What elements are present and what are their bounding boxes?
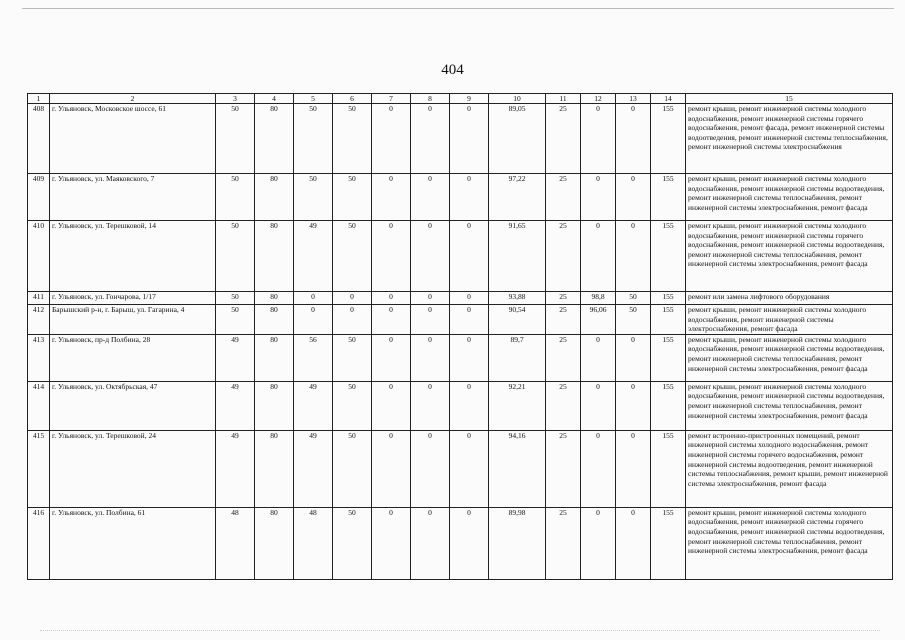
value-cell: 49 — [294, 381, 333, 430]
value-cell: 0 — [450, 381, 489, 430]
works-cell: ремонт встроенно-пристроенных помещений, ремонт инженерной системы холодного водоснабжения, ремонт инженерной системы горячего водоснабжения, ремонт инженерной системы водоотведения, ремонт инженерной системы теплоснабжения, ремонт крыши, ремонт инженерной системы электроснабжения, ремонт фасада — [686, 430, 893, 507]
row-number-cell: 412 — [28, 305, 50, 335]
value-cell: 0 — [616, 507, 651, 579]
address-cell: г. Ульяновск, ул. Терешковой, 24 — [50, 430, 216, 507]
row-number-cell: 408 — [28, 104, 50, 174]
value-cell: 0 — [616, 174, 651, 221]
col-header: 15 — [686, 94, 893, 104]
value-cell: 0 — [450, 507, 489, 579]
col-header: 12 — [581, 94, 616, 104]
value-cell: 0 — [372, 305, 411, 335]
address-cell: г. Ульяновск, ул. Маяковского, 7 — [50, 174, 216, 221]
table-row — [28, 292, 893, 305]
col-header: 13 — [616, 94, 651, 104]
value-cell: 98,8 — [581, 292, 616, 305]
value-cell: 93,88 — [489, 292, 546, 305]
col-header: 6 — [333, 94, 372, 104]
value-cell: 48 — [294, 507, 333, 579]
value-cell: 0 — [581, 507, 616, 579]
works-cell: ремонт крыши, ремонт инженерной системы холодного водоснабжения, ремонт инженерной системы горячего водоснабжения, ремонт инженерной системы водоотведения, ремонт инженерной системы теплоснабжения, ремонт инженерной системы электроснабжения, ремонт фасада — [686, 221, 893, 292]
value-cell: 50 — [294, 104, 333, 174]
value-cell: 80 — [255, 430, 294, 507]
value-cell: 0 — [450, 221, 489, 292]
value-cell: 96,06 — [581, 305, 616, 335]
value-cell: 155 — [651, 292, 686, 305]
value-cell: 0 — [616, 430, 651, 507]
address-cell: г. Ульяновск, ул. Терешковой, 14 — [50, 221, 216, 292]
top-rule — [22, 8, 894, 9]
scan-artifact — [40, 630, 880, 631]
value-cell: 50 — [616, 305, 651, 335]
row-number-cell: 409 — [28, 174, 50, 221]
value-cell: 97,22 — [489, 174, 546, 221]
value-cell: 50 — [333, 174, 372, 221]
value-cell: 80 — [255, 174, 294, 221]
value-cell: 90,54 — [489, 305, 546, 335]
col-header: 7 — [372, 94, 411, 104]
address-cell: г. Ульяновск, ул. Полбина, 61 — [50, 507, 216, 579]
value-cell: 0 — [450, 174, 489, 221]
value-cell: 0 — [616, 221, 651, 292]
works-cell: ремонт крыши, ремонт инженерной системы холодного водоснабжения, ремонт инженерной системы водоотведения, ремонт инженерной системы теплоснабжения, ремонт инженерной системы электроснабжения, ремонт фасада — [686, 381, 893, 430]
value-cell: 0 — [411, 334, 450, 381]
row-number-cell: 414 — [28, 381, 50, 430]
value-cell: 50 — [333, 507, 372, 579]
value-cell: 49 — [216, 381, 255, 430]
value-cell: 155 — [651, 334, 686, 381]
col-header: 14 — [651, 94, 686, 104]
address-cell: г. Ульяновск, ул. Октябрьская, 47 — [50, 381, 216, 430]
value-cell: 0 — [411, 430, 450, 507]
value-cell: 0 — [411, 305, 450, 335]
value-cell: 25 — [546, 292, 581, 305]
value-cell: 80 — [255, 334, 294, 381]
value-cell: 50 — [616, 292, 651, 305]
col-header: 9 — [450, 94, 489, 104]
col-header: 8 — [411, 94, 450, 104]
col-header: 11 — [546, 94, 581, 104]
page-number: 404 — [441, 62, 464, 78]
value-cell: 25 — [546, 334, 581, 381]
table-row — [28, 430, 893, 507]
value-cell: 50 — [216, 104, 255, 174]
value-cell: 0 — [450, 104, 489, 174]
value-cell: 80 — [255, 507, 294, 579]
value-cell: 155 — [651, 305, 686, 335]
value-cell: 49 — [294, 430, 333, 507]
value-cell: 0 — [450, 292, 489, 305]
value-cell: 155 — [651, 381, 686, 430]
value-cell: 0 — [411, 104, 450, 174]
works-cell: ремонт крыши, ремонт инженерной системы холодного водоснабжения, ремонт инженерной системы горячего водоснабжения, ремонт фасада, ремонт инженерной системы водоотведения, ремонт инженерной системы теплоснабжения, ремонт инженерной системы электроснабжения — [686, 104, 893, 174]
value-cell: 25 — [546, 507, 581, 579]
value-cell: 50 — [216, 174, 255, 221]
value-cell: 155 — [651, 221, 686, 292]
value-cell: 50 — [333, 221, 372, 292]
col-header: 1 — [28, 94, 50, 104]
value-cell: 0 — [581, 174, 616, 221]
value-cell: 0 — [581, 334, 616, 381]
value-cell: 50 — [333, 334, 372, 381]
value-cell: 155 — [651, 174, 686, 221]
value-cell: 0 — [372, 292, 411, 305]
value-cell: 0 — [411, 507, 450, 579]
value-cell: 0 — [372, 104, 411, 174]
value-cell: 80 — [255, 104, 294, 174]
value-cell: 0 — [616, 104, 651, 174]
address-cell: Барышский р-н, г. Барыш, ул. Гагарина, 4 — [50, 305, 216, 335]
value-cell: 0 — [372, 381, 411, 430]
value-cell: 25 — [546, 430, 581, 507]
value-cell: 80 — [255, 292, 294, 305]
address-cell: г. Ульяновск, Московское шоссе, 61 — [50, 104, 216, 174]
value-cell: 0 — [581, 430, 616, 507]
value-cell: 94,16 — [489, 430, 546, 507]
value-cell: 0 — [411, 221, 450, 292]
value-cell: 0 — [333, 305, 372, 335]
value-cell: 91,65 — [489, 221, 546, 292]
table-row — [28, 334, 893, 381]
table-row — [28, 507, 893, 579]
col-header: 2 — [50, 94, 216, 104]
address-cell: г. Ульяновск, пр-д Полбина, 28 — [50, 334, 216, 381]
works-cell: ремонт крыши, ремонт инженерной системы холодного водоснабжения, ремонт инженерной системы водоотведения, ремонт инженерной системы теплоснабжения, ремонт инженерной системы электроснабжения, ремонт фасада — [686, 334, 893, 381]
works-cell: ремонт крыши, ремонт инженерной системы холодного водоснабжения, ремонт инженерной системы водоотведения, ремонт инженерной системы теплоснабжения, ремонт инженерной системы электроснабжения, ремонт фасада — [686, 174, 893, 221]
works-table — [27, 93, 893, 580]
value-cell: 0 — [581, 104, 616, 174]
value-cell: 49 — [294, 221, 333, 292]
value-cell: 155 — [651, 104, 686, 174]
value-cell: 0 — [450, 430, 489, 507]
value-cell: 50 — [333, 381, 372, 430]
value-cell: 0 — [372, 430, 411, 507]
value-cell: 0 — [616, 381, 651, 430]
value-cell: 0 — [372, 334, 411, 381]
value-cell: 89,05 — [489, 104, 546, 174]
value-cell: 25 — [546, 174, 581, 221]
value-cell: 25 — [546, 305, 581, 335]
value-cell: 89,7 — [489, 334, 546, 381]
value-cell: 25 — [546, 104, 581, 174]
row-number-cell: 411 — [28, 292, 50, 305]
value-cell: 0 — [581, 221, 616, 292]
value-cell: 0 — [411, 292, 450, 305]
value-cell: 50 — [216, 221, 255, 292]
row-number-cell: 410 — [28, 221, 50, 292]
works-cell: ремонт или замена лифтового оборудования — [686, 292, 893, 305]
value-cell: 48 — [216, 507, 255, 579]
value-cell: 0 — [411, 174, 450, 221]
value-cell: 0 — [372, 507, 411, 579]
value-cell: 50 — [333, 104, 372, 174]
value-cell: 0 — [333, 292, 372, 305]
col-header: 4 — [255, 94, 294, 104]
works-cell: ремонт крыши, ремонт инженерной системы холодного водоснабжения, ремонт инженерной системы горячего водоснабжения, ремонт инженерной системы водоотведения, ремонт инженерной системы теплоснабжения, ремонт инженерной системы электроснабжения, ремонт фасада — [686, 507, 893, 579]
value-cell: 0 — [581, 381, 616, 430]
value-cell: 0 — [294, 292, 333, 305]
value-cell: 0 — [616, 334, 651, 381]
table-row — [28, 174, 893, 221]
table-row — [28, 381, 893, 430]
value-cell: 50 — [216, 292, 255, 305]
table-row — [28, 305, 893, 335]
value-cell: 0 — [372, 221, 411, 292]
value-cell: 0 — [450, 334, 489, 381]
value-cell: 0 — [450, 305, 489, 335]
col-header: 5 — [294, 94, 333, 104]
value-cell: 80 — [255, 381, 294, 430]
value-cell: 49 — [216, 430, 255, 507]
address-cell: г. Ульяновск, ул. Гончарова, 1/17 — [50, 292, 216, 305]
value-cell: 0 — [411, 381, 450, 430]
value-cell: 0 — [372, 174, 411, 221]
value-cell: 80 — [255, 221, 294, 292]
row-number-cell: 413 — [28, 334, 50, 381]
value-cell: 89,98 — [489, 507, 546, 579]
value-cell: 155 — [651, 507, 686, 579]
value-cell: 50 — [333, 430, 372, 507]
table-row — [28, 104, 893, 174]
value-cell: 0 — [294, 305, 333, 335]
table-row — [28, 221, 893, 292]
value-cell: 92,21 — [489, 381, 546, 430]
value-cell: 49 — [216, 334, 255, 381]
value-cell: 25 — [546, 221, 581, 292]
value-cell: 80 — [255, 305, 294, 335]
col-header: 3 — [216, 94, 255, 104]
header-row — [28, 94, 893, 104]
works-cell: ремонт крыши, ремонт инженерной системы холодного водоснабжения, ремонт инженерной системы электроснабжения, ремонт фасада — [686, 305, 893, 335]
value-cell: 50 — [294, 174, 333, 221]
value-cell: 155 — [651, 430, 686, 507]
row-number-cell: 416 — [28, 507, 50, 579]
col-header: 10 — [489, 94, 546, 104]
value-cell: 50 — [216, 305, 255, 335]
value-cell: 25 — [546, 381, 581, 430]
value-cell: 56 — [294, 334, 333, 381]
row-number-cell: 415 — [28, 430, 50, 507]
